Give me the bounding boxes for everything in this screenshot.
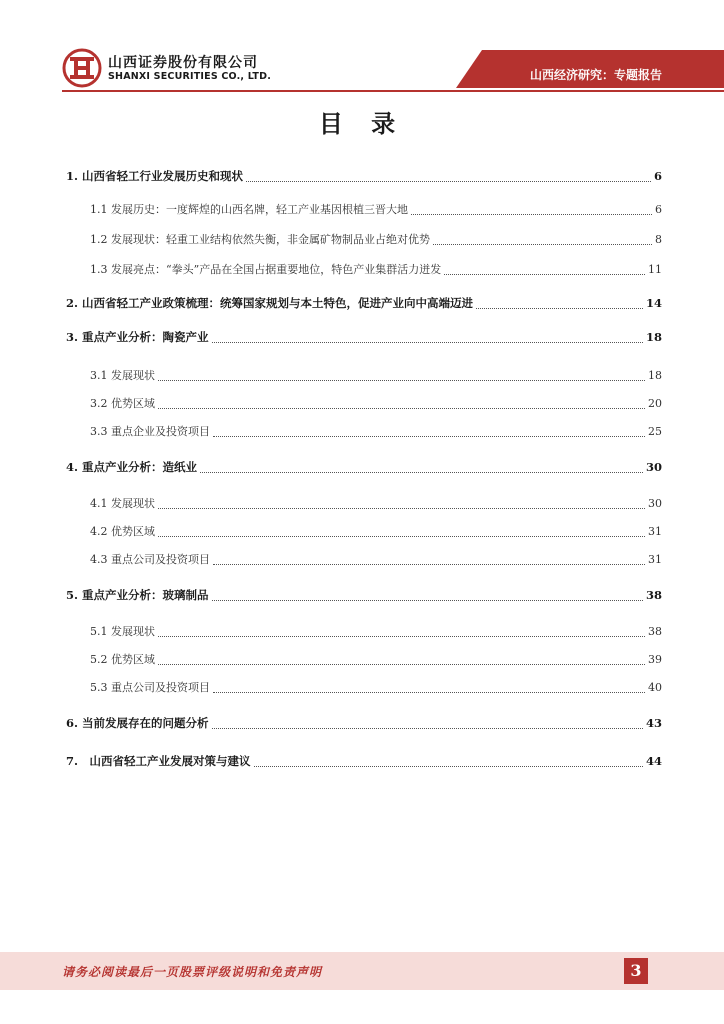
toc-entry-page: 38 [648, 625, 662, 638]
toc-entry-title: 1.3 发展亮点：“拳头”产品在全国占据重要地位，特色产业集群活力迸发 [90, 263, 442, 276]
toc-entry-title: 3.2 优势区域 [90, 397, 155, 410]
toc-entry-page: 40 [648, 681, 662, 694]
shanxi-securities-logo-icon [62, 48, 102, 88]
toc-dot-leader [411, 213, 652, 215]
toc-entry-page: 30 [645, 460, 662, 474]
toc-dot-leader [158, 407, 645, 409]
toc-entry-title: 5.3 重点公司及投资项目 [90, 681, 210, 694]
toc-entry-page: 38 [645, 588, 662, 602]
toc-entry-page: 43 [645, 716, 662, 730]
toc-dot-leader [158, 507, 645, 509]
page-number: 3 [624, 958, 648, 984]
toc-entry-page: 31 [648, 553, 662, 566]
toc-entry-section[interactable] [66, 623, 662, 643]
toc-dot-leader [158, 635, 645, 637]
toc-entry-section[interactable] [66, 679, 662, 699]
toc-entry-page: 6 [655, 203, 662, 216]
toc-dot-leader [476, 307, 643, 309]
toc-dot-leader [158, 379, 645, 381]
toc-entry-title: 5.1 发展现状 [90, 625, 155, 638]
toc-entry-section[interactable] [66, 651, 662, 671]
toc-entry-section[interactable] [66, 495, 662, 515]
toc-entry-section[interactable] [66, 201, 662, 221]
toc-dot-leader [158, 535, 645, 537]
toc-entry-title: 1.2 发展现状：轻重工业结构依然失衡，非金属矿物制品业占绝对优势 [90, 233, 430, 246]
toc-dot-leader [200, 471, 643, 473]
toc-entry-page: 8 [655, 233, 662, 246]
toc-dot-leader [212, 727, 643, 729]
toc-entry-section[interactable] [66, 395, 662, 415]
toc-dot-leader [213, 563, 645, 565]
toc-entry-title: 3.1 发展现状 [90, 369, 155, 382]
toc-entry-title: 1.1 发展历史：一度辉煌的山西名牌，轻工产业基因根植三晋大地 [90, 203, 408, 216]
toc-entry-title: 4.1 发展现状 [90, 497, 155, 510]
toc-entry-section[interactable] [66, 523, 662, 543]
toc-entry-section[interactable] [66, 231, 662, 251]
toc-entry-chapter[interactable] [66, 753, 662, 773]
toc-entry-page: 30 [648, 497, 662, 510]
toc-entry-chapter[interactable] [66, 587, 662, 607]
toc-entry-title: 4.3 重点公司及投资项目 [90, 553, 210, 566]
toc-dot-leader [246, 180, 651, 182]
toc-entry-page: 20 [648, 397, 662, 410]
toc-title: 目 录 [318, 110, 406, 138]
company-name-en: SHANXI SECURITIES CO., LTD. [108, 71, 272, 82]
toc-entry-page: 18 [645, 330, 662, 344]
toc-dot-leader [212, 341, 643, 343]
toc-entry-title: 2. 山西省轻工产业政策梳理：统筹国家规划与本土特色，促进产业向中高端迈进 [66, 296, 474, 310]
toc-entry-title: 5. 重点产业分析：玻璃制品 [66, 588, 209, 602]
toc-entry-chapter[interactable] [66, 295, 662, 315]
toc-dot-leader [213, 435, 645, 437]
page-header [0, 0, 724, 92]
toc-entry-section[interactable] [66, 367, 662, 387]
toc-dot-leader [444, 273, 645, 275]
disclaimer-text: 请务必阅读最后一页股票评级说明和免责声明 [62, 965, 323, 979]
toc-entry-title: 5.2 优势区域 [90, 653, 155, 666]
report-type-tag: 山西经济研究：专题报告 [529, 68, 662, 82]
toc-entry-page: 11 [648, 263, 662, 276]
toc-dot-leader [213, 691, 645, 693]
toc-entry-section[interactable] [66, 551, 662, 571]
toc-entry-section[interactable] [66, 423, 662, 443]
toc-entry-chapter[interactable] [66, 329, 662, 349]
toc-dot-leader [254, 765, 643, 767]
toc-entry-title: 6. 当前发展存在的问题分析 [66, 716, 209, 730]
toc-entry-chapter[interactable] [66, 168, 662, 188]
toc-entry-title: 4.2 优势区域 [90, 525, 155, 538]
company-name-cn: 山西证券股份有限公司 [108, 55, 258, 71]
toc-entry-title: 7. 山西省轻工产业发展对策与建议 [66, 754, 251, 768]
toc-entry-page: 14 [645, 296, 662, 310]
toc-entry-title: 1. 山西省轻工行业发展历史和现状 [66, 169, 244, 183]
toc-entry-section[interactable] [66, 261, 662, 281]
toc-dot-leader [212, 599, 643, 601]
toc-entry-title: 4. 重点产业分析：造纸业 [66, 460, 198, 474]
toc-entry-chapter[interactable] [66, 459, 662, 479]
toc-dot-leader [433, 243, 652, 245]
toc-entry-title: 3.3 重点企业及投资项目 [90, 425, 210, 438]
header-divider [62, 90, 724, 92]
toc-entry-chapter[interactable] [66, 715, 662, 735]
toc-entry-page: 6 [653, 169, 662, 183]
toc-entry-page: 18 [648, 369, 662, 382]
toc-entry-page: 25 [648, 425, 662, 438]
toc-entry-page: 39 [648, 653, 662, 666]
toc-entry-title: 3. 重点产业分析：陶瓷产业 [66, 330, 209, 344]
toc-entry-page: 44 [645, 754, 662, 768]
toc-dot-leader [158, 663, 645, 665]
toc-entry-page: 31 [648, 525, 662, 538]
